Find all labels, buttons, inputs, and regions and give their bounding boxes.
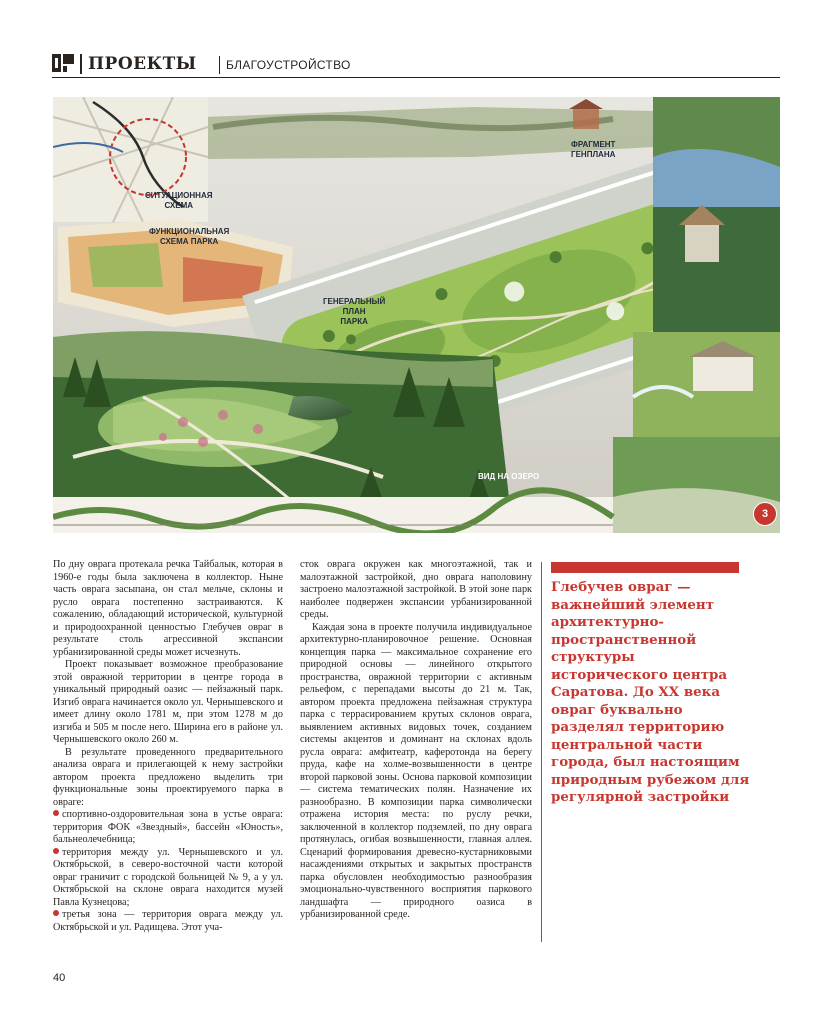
body-column-1 <box>53 559 283 934</box>
header-divider <box>80 54 82 74</box>
list-item-text: спортивно-оздоровительная зона в устье оврага: территория ФОК «Звездный», бассейн «Юность», бальнеолечебница; <box>53 809 283 845</box>
bullet-icon <box>53 810 59 816</box>
label-general-text: ГЕНЕРАЛЬНЫЙ ПЛАН ПАРКА <box>323 297 386 326</box>
paragraph: Каждая зона в проекте получила индивидуальное архитектурно-планировочное решение. Основная концепция парка — максимальное сохранение его природной основы — линейного открытого пространства, овражной территории с активным рельефом, с перепадами высоты до 21 м. Так, автором проекта предложена пейзажная структура парка с террасированием крутых склонов оврага, выявлением активных видовых точек, созданием системы акцентов и доминант на склонах вдоль русла оврага: амфитеатр, каферотонда на берегу пруда, кафе на холме-возвышенности в центре второй парковой зоны. Основа парковой композиции — система тематических полян. Назначение их разнообразно. В композиции парка символически отражена история места: по руслу речки, заключенной в коллектор подземлей, по дну оврага протянулась, огибая возвышенности, главная аллея. Сценарий формирования древесно-кустарниковыми насаждениями открытых и закрытых пространств парка обусловлен необходимостью разнообразия эмоционально-чувственного восприятия паркового ландшафта — природного оазиса в урбанизированной среде. <box>300 621 532 920</box>
header-divider-thin <box>219 56 220 74</box>
figure-number-badge: 3 <box>753 502 777 526</box>
header-rule <box>52 77 780 78</box>
page-header <box>52 52 780 76</box>
paragraph: сток оврага окружен как многоэтажной, так и малоэтажной застройкой, дно оврага наполовину застроено малоэтажной застройкой. В этой зоне парк наиболее подвержен экспансии урбанизированной среды. <box>300 559 532 620</box>
park-plan-illustration <box>53 97 780 533</box>
list-item-text: территория между ул. Чернышевского и ул. Октябрьской, в северо-восточной части которой овраг граничит с городской больницей № 9, а у ул. Октябрьской на склоне оврага находится музей Павла Кузнецова; <box>53 846 283 908</box>
subsection-title: БЛАГОУСТРОЙСТВО <box>226 58 351 72</box>
list-item-text: третья зона — территория оврага между ул. Октябрьской и ул. Радищева. Этот уча- <box>53 909 283 933</box>
label-situational-scheme <box>145 191 212 211</box>
label-functional-scheme <box>149 227 229 247</box>
label-fragment-text: ФРАГМЕНТ ГЕНПЛАНА <box>571 140 616 159</box>
paragraph: По дну оврага протекала речка Тайбалык, которая в 1960-е годы была заключена в коллектор. Ныне часть оврага засыпана, он стал мельче, склоны и русло оврага постепенно застраиваются. К сожалению, обладающий исторической, культурной и природоохранной ценностью Глебучев овраг в результате столь агрессивной экспансии урбанизированной среды может исчезнуть. <box>53 559 283 658</box>
paragraph: Проект показывает возможное преобразование этой овражной территории в центре города в уникальный природный оазис — пейзажный парк. Изгиб оврага начинается около ул. Чернышевского и имеет длину около 1781 м, при этом 1278 м до изгиба и 505 м после него. Ширина его в районе ул. Чернышевского около 260 м. <box>53 659 283 745</box>
bullet-icon <box>53 848 59 854</box>
list-item <box>53 809 283 847</box>
body-column-2 <box>300 559 532 922</box>
label-lake-text: ВИД НА ОЗЕРО <box>478 472 540 481</box>
list-item <box>53 909 283 934</box>
label-situational-text: СИТУАЦИОННАЯ СХЕМА <box>145 191 213 210</box>
label-lake-view <box>478 472 539 482</box>
section-title: ПРОЕКТЫ <box>88 54 197 74</box>
list-item <box>53 847 283 910</box>
park-project-figure <box>53 97 780 533</box>
magazine-logo-icon <box>52 54 74 72</box>
paragraph: В результате проведенного предварительного анализа оврага и прилегающей к нему застройки автором проекта предложено выделить три функциональные зоны проектируемого парка в овраге: <box>53 746 283 808</box>
pull-quote-bar <box>551 562 739 573</box>
pull-quote: Глебучев овраг — важнейший элемент архитектурно-пространственной структуры исторического центра Саратова. До XX века овраг буквально разделял территорию центральной части города, был настоящим природным рубежом для регулярной застройки <box>551 579 750 805</box>
column-divider <box>541 562 542 942</box>
bullet-icon <box>53 910 59 916</box>
label-general-plan <box>323 297 385 327</box>
label-functional-text: ФУНКЦИОНАЛЬНАЯ СХЕМА ПАРКА <box>149 227 230 246</box>
label-plan-fragment <box>571 140 615 160</box>
page-number: 40 <box>53 972 66 984</box>
